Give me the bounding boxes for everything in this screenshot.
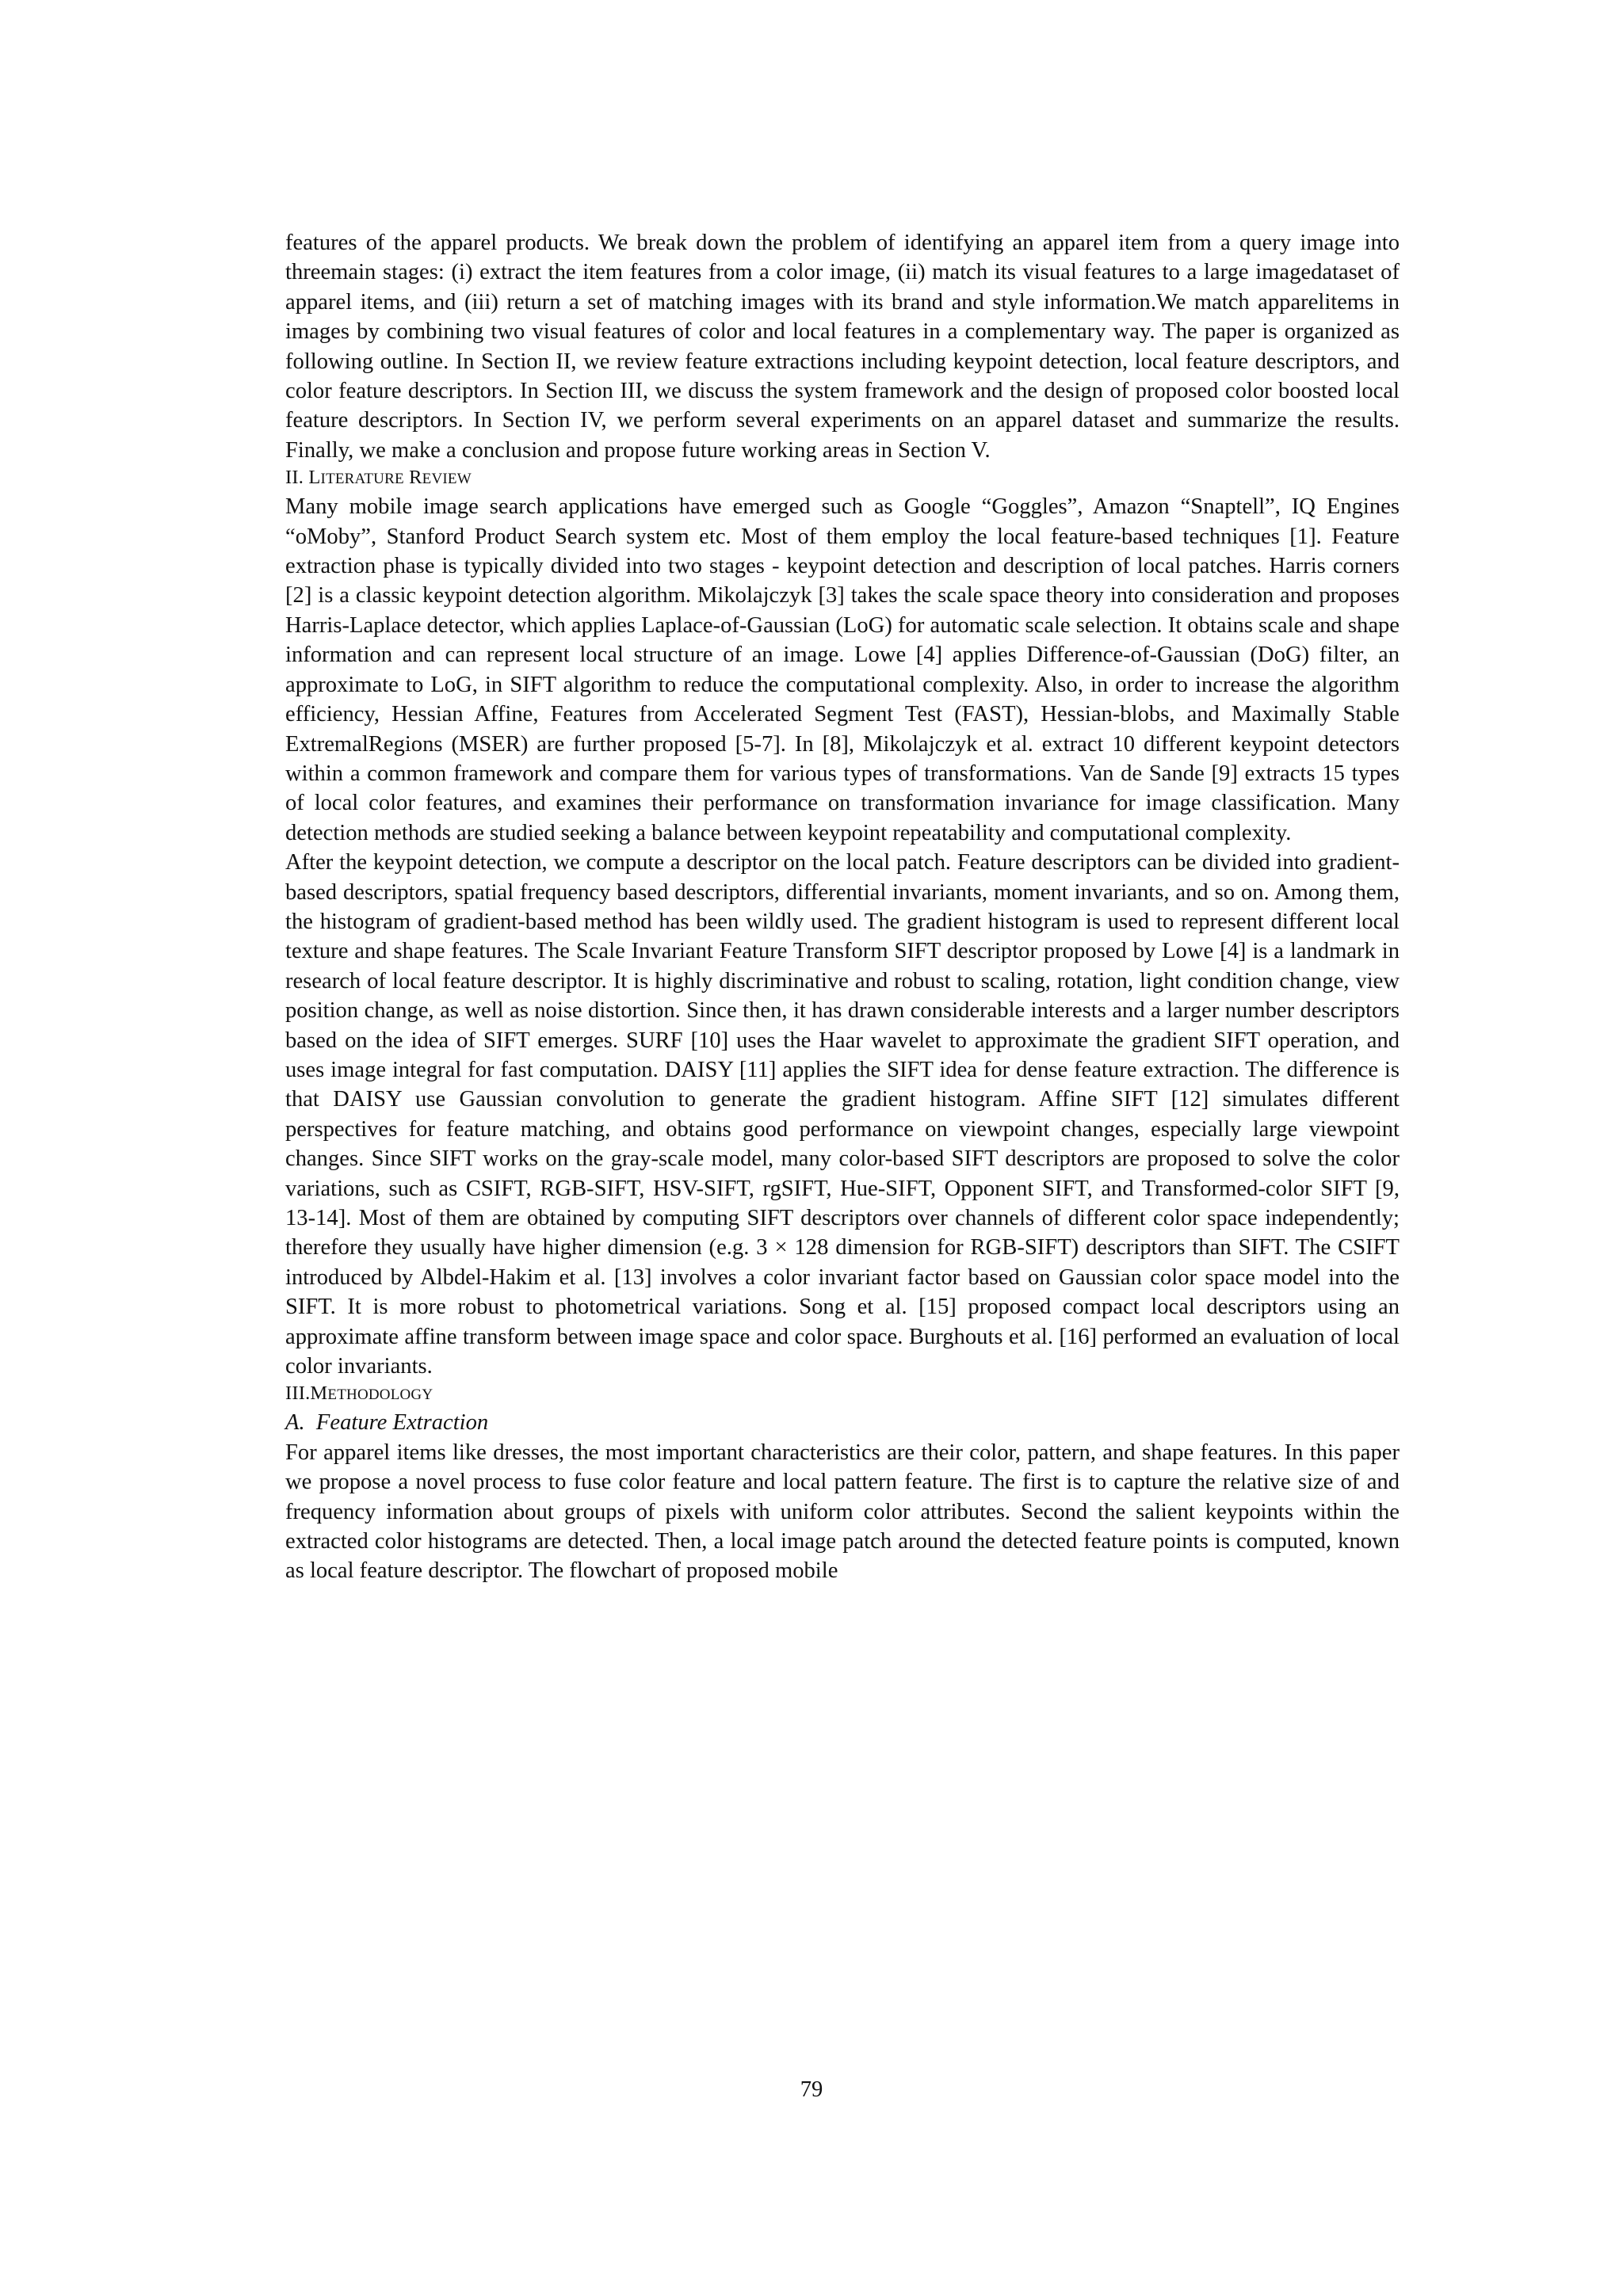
feature-extraction-paragraph: For apparel items like dresses, the most important characteristics are their color, pattern, and shape features. In this paper we propose a novel process to fuse color feature and local pattern feature. The first is to capture the relative size of and frequency information about groups of pixels with uniform color attributes. Second the salient keypoints within the extracted color histograms are detected. Then, a local image patch around the detected feature points is computed, known as local feature descriptor. The flowchart of proposed mobile: [285, 1440, 1400, 1584]
subsection-title: Feature Extraction: [315, 1410, 489, 1436]
section-title: LITERATURE REVIEW: [308, 467, 472, 489]
section-number: II.: [285, 467, 304, 489]
subsection-heading-feature-extraction: [285, 1408, 1400, 1437]
section-number: III.: [285, 1383, 311, 1405]
subsection-label: A.: [285, 1410, 305, 1436]
page-content: [285, 228, 1400, 1586]
section-title: METHODOLOGY: [310, 1383, 433, 1405]
intro-paragraph: features of the apparel products. We break down the problem of identifying an apparel item from a query image into threemain stages: (i) extract the item features from a color image, (ii) match its visual features to a large imagedataset of apparel items, and (iii) return a set of matching images with its brand and style information.We match apparelitems in images by combining two visual features of color and local features in a complementary way. The paper is organized as following outline. In Section II, we review feature extractions including keypoint detection, local feature descriptors, and color feature descriptors. In Section III, we discuss the system framework and the design of proposed color boosted local feature descriptors. In Section IV, we perform several experiments on an apparel dataset and summarize the results. Finally, we make a conclusion and propose future working areas in Section V.: [285, 231, 1400, 463]
page-number: 79: [800, 2077, 823, 2102]
literature-paragraph-2: After the keypoint detection, we compute a descriptor on the local patch. Feature descriptors can be divided into gradient-based descriptors, spatial frequency based descriptors, differential invariants, moment invariants, and so on. Among them, the histogram of gradient-based method has been wildly used. The gradient histogram is used to represent different local texture and shape features. The Scale Invariant Feature Transform SIFT descriptor proposed by Lowe [4] is a landmark in research of local feature descriptor. It is highly discriminative and robust to scaling, rotation, light condition change, view position change, as well as noise distortion. Since then, it has drawn considerable interests and a larger number descriptors based on the idea of SIFT emerges. SURF [10] uses the Haar wavelet to approximate the gradient SIFT operation, and uses image integral for fast computation. DAISY [11] applies the SIFT idea for dense feature extraction. The difference is that DAISY use Gaussian convolution to generate the gradient histogram. Affine SIFT [12] simulates different perspectives for feature matching, and obtains good performance on viewpoint changes, especially large viewpoint changes. Since SIFT works on the gray-scale model, many color-based SIFT descriptors are proposed to solve the color variations, such as CSIFT, RGB-SIFT, HSV-SIFT, rgSIFT, Hue-SIFT, Opponent SIFT, and Transformed-color SIFT [9, 13-14]. Most of them are obtained by computing SIFT descriptors over channels of different color space independently; therefore they usually have higher dimension (e.g. 3 × 128 dimension for RGB-SIFT) descriptors than SIFT. The CSIFT introduced by Albdel-Hakim et al. [13] involves a color invariant factor based on Gaussian color space model into the SIFT. It is more robust to photometrical variations. Song et al. [15] proposed compact local descriptors using an approximate affine transform between image space and color space. Burghouts et al. [16] performed an evaluation of local color invariants.: [285, 850, 1400, 1379]
section-heading-methodology: [285, 1381, 1400, 1408]
section-heading-literature-review: [285, 465, 1400, 492]
literature-paragraph-1: Many mobile image search applications have emerged such as Google “Goggles”, Amazon “Snaptell”, IQ Engines “oMoby”, Stanford Product Search system etc. Most of them employ the local feature-based techniques [1]. Feature extraction phase is typically divided into two stages - keypoint detection and description of local patches. Harris corners [2] is a classic keypoint detection algorithm. Mikolajczyk [3] takes the scale space theory into consideration and proposes Harris-Laplace detector, which applies Laplace-of-Gaussian (LoG) for automatic scale selection. It obtains scale and shape information and can represent local structure of an image. Lowe [4] applies Difference-of-Gaussian (DoG) filter, an approximate to LoG, in SIFT algorithm to reduce the computational complexity. Also, in order to increase the algorithm efficiency, Hessian Affine, Features from Accelerated Segment Test (FAST), Hessian-blobs, and Maximally Stable ExtremalRegions (MSER) are further proposed [5-7]. In [8], Mikolajczyk et al. extract 10 different keypoint detectors within a common framework and compare them for various types of transformations. Van de Sande [9] extracts 15 types of local color features, and examines their performance on transformation invariance for image classification. Many detection methods are studied seeking a balance between keypoint repeatability and computational complexity.: [285, 494, 1400, 845]
